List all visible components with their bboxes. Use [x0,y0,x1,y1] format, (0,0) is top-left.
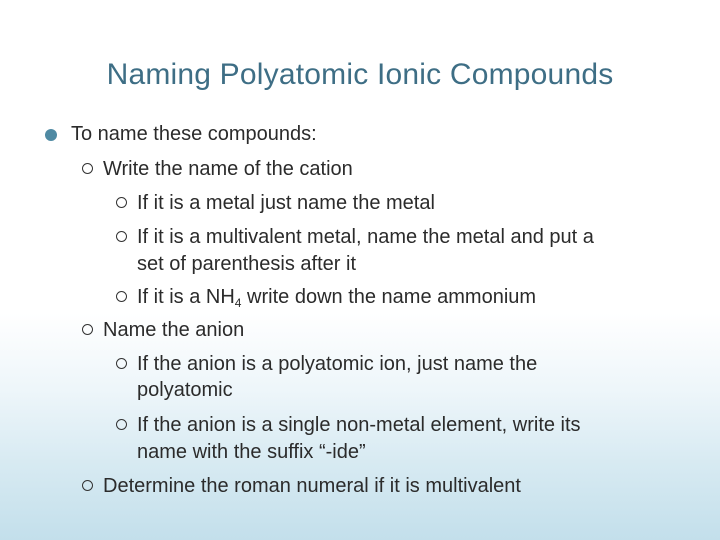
filled-circle-bullet-icon [45,129,57,141]
bullet-text: If it is a multivalent metal, name the metal and put a [137,226,594,248]
bullet-text: To name these compounds: [71,123,317,145]
bullet-text: Name the anion [103,319,245,341]
hollow-circle-bullet-icon [116,231,127,242]
bullet-continuation: name with the suffix “-ide” [137,441,366,463]
slide-title: Naming Polyatomic Ionic Compounds [106,58,614,91]
hollow-circle-bullet-icon [116,197,127,208]
bullet-level2-item [103,157,353,182]
bullet-text: If it is a metal just name the metal [137,192,435,214]
bullet-level3-item [137,225,594,250]
bullet-level1-item [71,122,317,147]
bullet-text: Write the name of the cation [103,158,353,180]
bullet-level3-item [137,352,537,377]
bullet-level2-item [103,474,521,499]
hollow-circle-bullet-icon [82,324,93,335]
bullet-level3-item [137,413,581,438]
hollow-circle-bullet-icon [82,163,93,174]
hollow-circle-bullet-icon [116,358,127,369]
bullet-text: If the anion is a single non-metal element, write its [137,414,581,436]
hollow-circle-bullet-icon [116,419,127,430]
bullet-continuation: polyatomic [137,379,233,401]
bullet-text: Determine the roman numeral if it is multivalent [103,475,521,497]
bullet-level3-item [137,191,435,216]
bullet-level3-item [137,285,536,310]
bullet-text-prefix: If it is a NH [137,286,235,308]
subscript-text: 4 [234,296,242,310]
bullet-level2-item [103,318,244,343]
bullet-continuation: set of parenthesis after it [137,253,357,275]
hollow-circle-bullet-icon [82,480,93,491]
bullet-text: If the anion is a polyatomic ion, just name the [137,353,538,375]
bullet-text-suffix: write down the name ammonium [241,286,537,308]
hollow-circle-bullet-icon [116,291,127,302]
